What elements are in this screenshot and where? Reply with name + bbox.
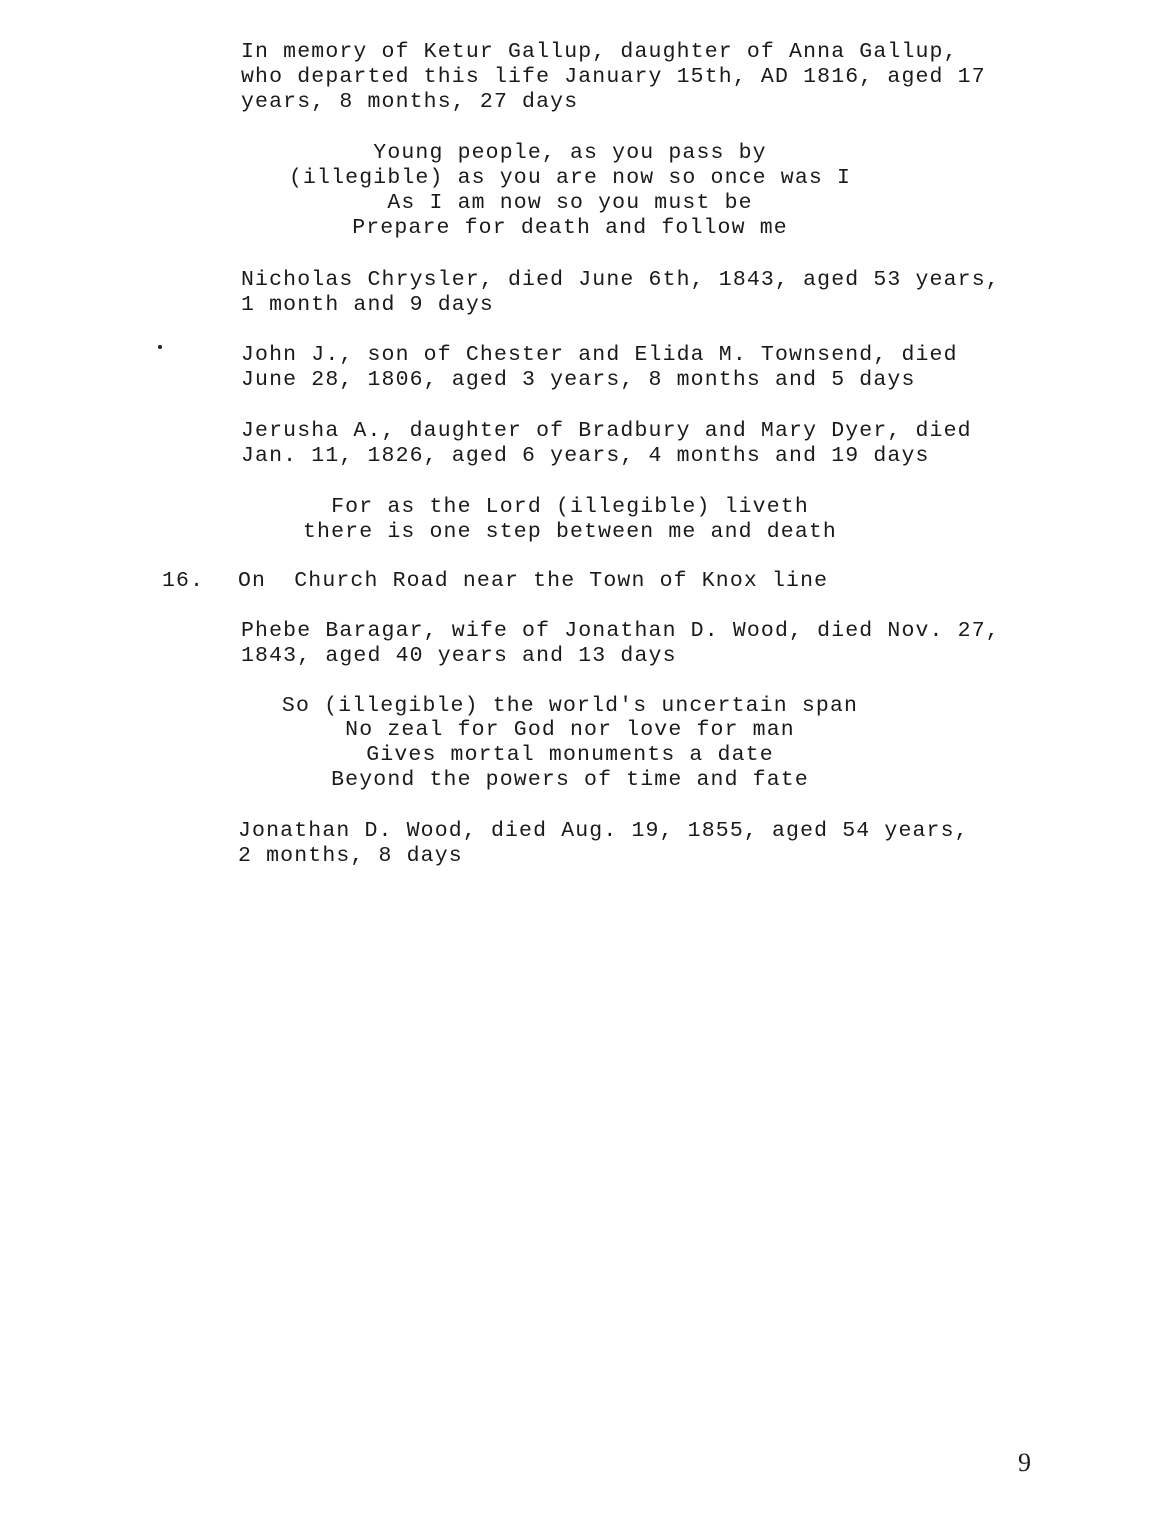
phebe-entry-line-1: Phebe Baragar, wife of Jonathan D. Wood, died Nov. 27, (241, 619, 1000, 643)
margin-speck (158, 345, 162, 349)
section-heading: On Church Road near the Town of Knox line (238, 569, 829, 593)
phebe-verse-line-1: So (illegible) the world's uncertain span (281, 694, 859, 718)
section-number: 16. (162, 569, 205, 593)
phebe-verse-line-2: No zeal for God nor love for man (345, 718, 795, 742)
jerusha-entry-line-1: Jerusha A., daughter of Bradbury and Mary Dyer, died (241, 419, 972, 443)
ketur-entry-line-3: years, 8 months, 27 days (241, 90, 579, 114)
ketur-verse-line-2: (illegible) as you are now so once was I (288, 166, 852, 190)
jerusha-verse-line-1: For as the Lord (illegible) liveth (331, 495, 809, 519)
nicholas-entry-line-1: Nicholas Chrysler, died June 6th, 1843, aged 53 years, (241, 268, 1000, 292)
phebe-verse-line-3: Gives mortal monuments a date (366, 743, 774, 767)
ketur-verse-line-1: Young people, as you pass by (373, 141, 767, 165)
nicholas-entry-line-2: 1 month and 9 days (241, 293, 494, 317)
jonathan-entry-line-2: 2 months, 8 days (238, 844, 463, 868)
jonathan-entry-line-1: Jonathan D. Wood, died Aug. 19, 1855, aged 54 years, (238, 819, 969, 843)
ketur-verse-line-3: As I am now so you must be (387, 191, 753, 215)
ketur-entry-line-1: In memory of Ketur Gallup, daughter of Anna Gallup, (241, 40, 958, 64)
john-entry-line-2: June 28, 1806, aged 3 years, 8 months and 5 days (241, 368, 916, 392)
john-entry-line-1: John J., son of Chester and Elida M. Townsend, died (241, 343, 958, 367)
phebe-entry-line-2: 1843, aged 40 years and 13 days (241, 644, 677, 668)
page-number: 9 (1018, 1448, 1031, 1477)
jerusha-verse-line-2: there is one step between me and death (303, 520, 837, 544)
jerusha-entry-line-2: Jan. 11, 1826, aged 6 years, 4 months and 19 days (241, 444, 930, 468)
ketur-entry-line-2: who departed this life January 15th, AD 1816, aged 17 (241, 65, 986, 89)
phebe-verse-line-4: Beyond the powers of time and fate (331, 768, 809, 792)
ketur-verse-line-4: Prepare for death and follow me (352, 216, 788, 240)
